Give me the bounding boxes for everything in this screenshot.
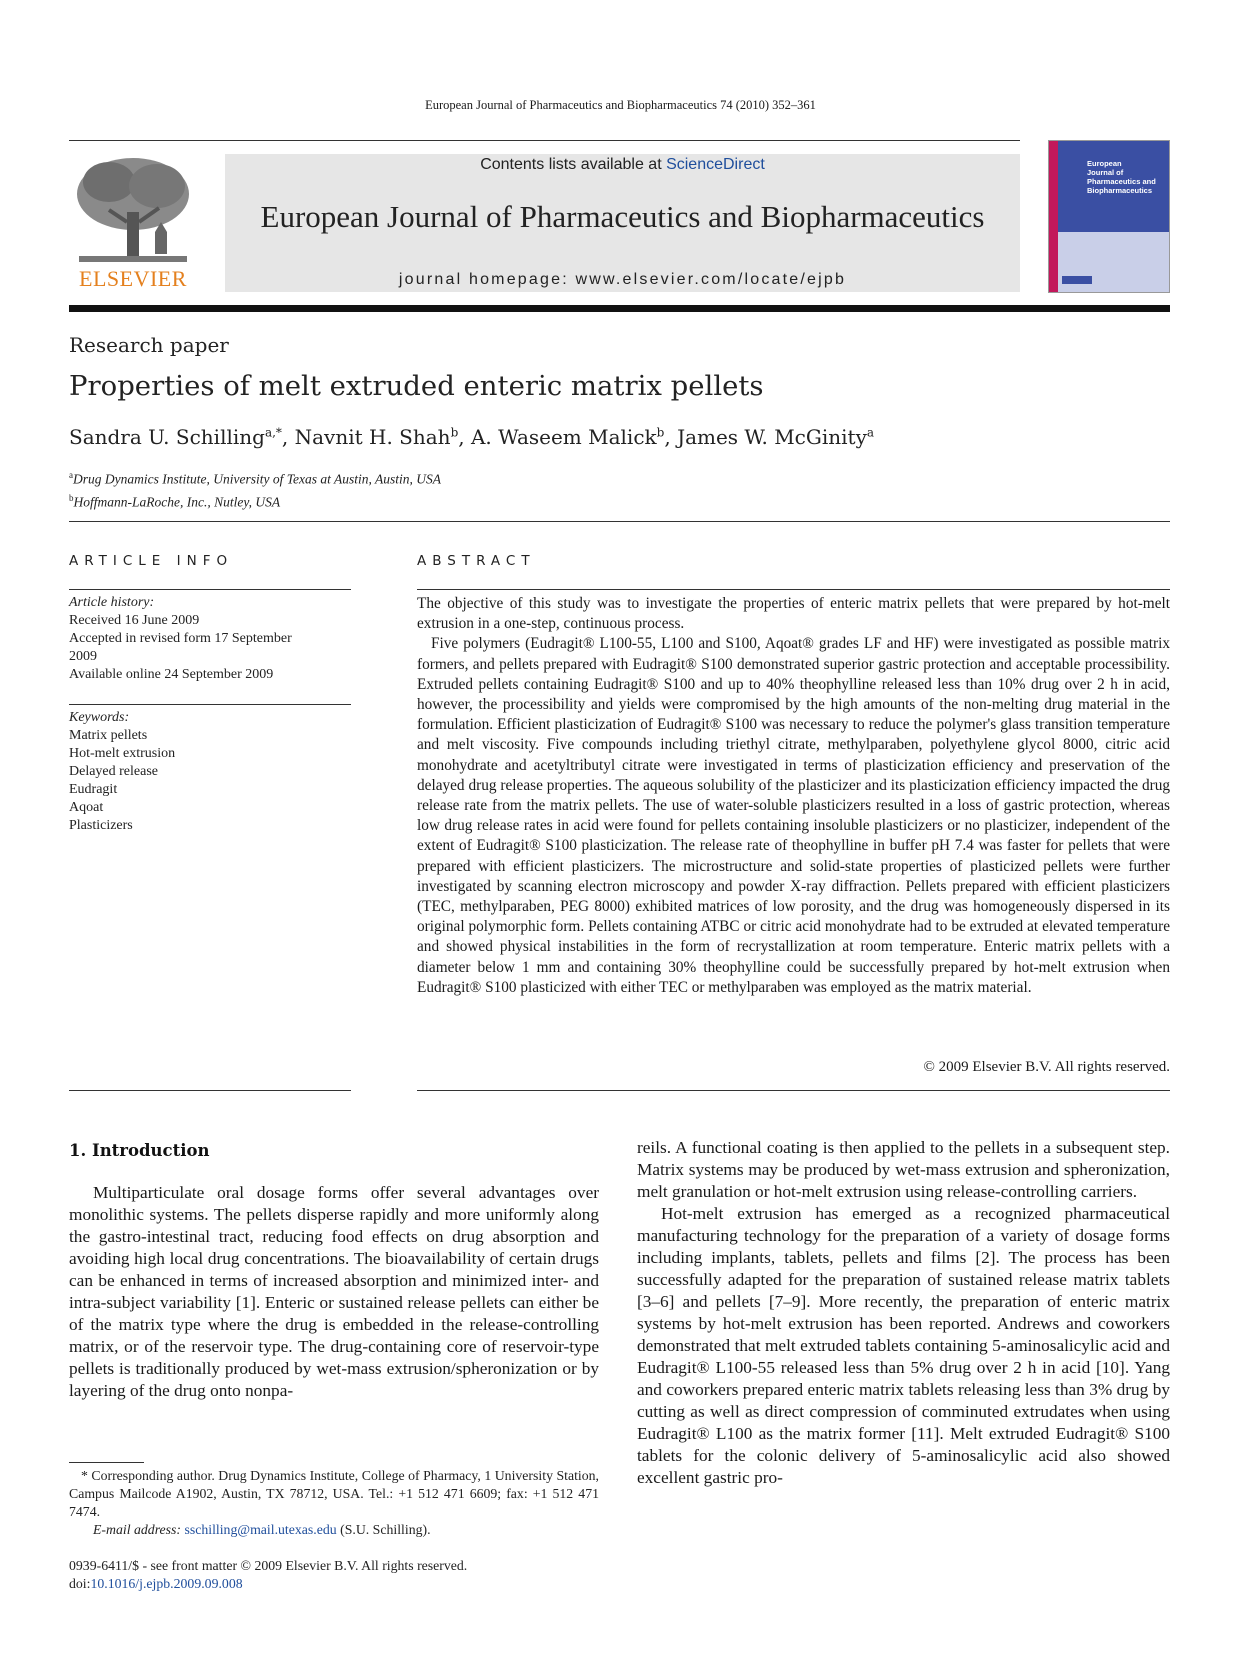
author-sup[interactable]: a <box>866 425 875 440</box>
author-sup[interactable]: a,* <box>264 425 282 440</box>
journal-banner <box>225 154 1020 292</box>
body-column-right <box>637 1137 1170 1489</box>
author-sup[interactable]: b <box>450 425 459 440</box>
article-info-rule <box>69 589 351 590</box>
author-name[interactable]: Sandra U. Schilling <box>69 425 265 449</box>
cover-title-line: European <box>1087 159 1122 168</box>
running-head: European Journal of Pharmaceutics and Biopharmaceutics 74 (2010) 352–361 <box>425 98 816 112</box>
body-paragraph: reils. A functional coating is then applied to the pellets in a subsequent step. Matrix systems may be produced by wet-mass extrusion and spheronization, melt granulation or hot-melt extrusion using release-controlling carriers. <box>637 1138 1170 1201</box>
section-heading-introduction: 1. Introduction <box>69 1141 210 1160</box>
doi-line <box>69 1575 467 1593</box>
doi-prefix: doi: <box>69 1576 91 1591</box>
affiliation-text: Drug Dynamics Institute, University of Texas at Austin, Austin, USA <box>73 471 441 487</box>
keyword: Matrix pellets <box>69 728 148 743</box>
title-block-rule <box>69 521 1170 522</box>
abstract-rule <box>417 589 1170 590</box>
contents-line <box>225 156 1020 174</box>
body-paragraph: Hot-melt extrusion has emerged as a recognized pharmaceutical manufacturing technology for the preparation of a variety of dosage forms including implants, tablets, pellets and films [2]. The process has been successfully adapted for the preparation of sustained release matrix tablets [3–6] and pellets [7–9]. More recently, the preparation of enteric matrix systems by hot-melt extrusion has been reported. Andrews and coworkers demonstrated that melt extruded tablets containing 5-aminosalicylic acid and Eudragit® L100-55 released less than 5% drug over 2 h in acid [10]. Yang and coworkers prepared enteric matrix tablets releasing less than 3% drug by cutting as well as direct compression of comminuted extrudates when using Eudragit® L100 as the matrix former [11]. Melt extruded Eudragit® S100 tablets for the colonic delivery of 5-aminosalicylic acid also showed excellent gastric pro- <box>637 1204 1170 1487</box>
article-history <box>69 594 351 684</box>
history-item: Received 16 June 2009 <box>69 613 200 628</box>
affiliation-text: Hoffmann-LaRoche, Inc., Nutley, USA <box>73 494 281 509</box>
keyword: Eudragit <box>69 782 118 797</box>
history-item: Available online 24 September 2009 <box>69 667 274 682</box>
history-item: 2009 <box>69 649 97 664</box>
issn-line: 0939-6411/$ - see front matter © 2009 Elsevier B.V. All rights reserved. <box>69 1558 468 1573</box>
abstract-paragraph: The objective of this study was to investigate the properties of enteric matrix pellets that were prepared by hot-melt extrusion in a one-step, continuous process. <box>417 595 1170 633</box>
abstract-paragraph: Five polymers (Eudragit® L100-55, L100 and S100, Aqoat® grades LF and HF) were investigated as possible matrix formers, and pellets prepared with Eudragit® S100 demonstrated superior gastric protection and acceptable processibility. Extruded pellets containing Eudragit® S100 and up to 40% theophylline released less than 10% drug over 2 h in acid, however, the processibility and yields were compromised by the high amounts of the non-melting drug material in the formulation. Efficient plasticization of Eudragit® S100 was necessary to reduce the polymer's glass transition temperature and melt viscosity. Five compounds including triethyl citrate, methylparaben, polyethylene glycol 8000, citric acid monohydrate and acetyltributyl citrate were investigated in terms of plasticization efficiency and preservation of the delayed drug release properties. The aqueous solubility of the plasticizer and its plasticization efficiency impacted the drug release rate from the matrix pellets. The use of water-soluble plasticizers resulted in a loss of gastric protection, whereas low drug release rates in acid were found for pellets containing insoluble plasticizers or no plasticizer, independent of the extent of Eudragit® S100 plasticization. The release rate of theophylline in buffer pH 7.4 was faster for pellets that were prepared with efficient plasticizers. The microstructure and solid-state properties of plasticized pellets were further investigated by scanning electron microscopy and powder X-ray diffraction. Pellets prepared with efficient plasticizers (TEC, methylparaben, PEG 8000) exhibited matrices of low porosity, and the drug was homogeneously dispersed in its original polymorphic form. Pellets containing ATBC or citric acid monohydrate had to be extruded at elevated temperature and showed physical instabilities in the form of recrystallization at room temperature. Enteric matrix pellets with a diameter below 1 mm and containing 30% theophylline could be successfully prepared by hot-melt extrusion when Eudragit® S100 plasticized with either TEC or methylparaben was employed as the matrix material. <box>417 635 1170 996</box>
article-info-rule <box>69 704 351 705</box>
affiliation-a <box>69 466 441 489</box>
abstract-heading: ABSTRACT <box>417 553 536 569</box>
footnote-rule <box>69 1462 144 1463</box>
article-type: Research paper <box>69 333 229 357</box>
author-name[interactable]: A. Waseem Malick <box>470 425 657 449</box>
cover-title-line: Journal of <box>1087 168 1124 177</box>
affiliation-b <box>69 489 441 512</box>
abstract-body <box>417 594 1170 998</box>
cover-title-line: Biopharmaceutics <box>1087 186 1153 195</box>
keyword: Plasticizers <box>69 818 133 833</box>
journal-homepage[interactable]: journal homepage: www.elsevier.com/locate/ejpb <box>398 271 847 288</box>
affiliation-sup: a <box>69 470 73 480</box>
cover-stripe <box>1049 141 1058 293</box>
email-line <box>69 1521 599 1539</box>
article-info-end-rule <box>69 1090 351 1091</box>
header-thick-rule <box>69 305 1170 312</box>
cover-title-line: Pharmaceutics and <box>1087 177 1156 186</box>
body-paragraph: Multiparticulate oral dosage forms offer several advantages over monolithic systems. The pellets disperse rapidly and more uniformly along the gastro-intestinal tract, reducing food effects on drug absorption and avoiding high local drug concentrations. The bioavailability of certain drugs can be enhanced in terms of increased absorption and minimized inter- and intra-subject variability [1]. Enteric or sustained release pellets can either be of the matrix type where the drug is embedded in the release-controlling matrix, or of the reservoir type. The drug-containing core of reservoir-type pellets is traditionally produced by wet-mass extrusion/spheronization or by layering of the drug onto nonpa- <box>69 1183 599 1400</box>
elsevier-logo <box>69 152 197 292</box>
author-list: Sandra U. Schilling$^{a,*}$, Navnit H. Shah$^b$, A. Waseem Malick$^b$, James W. McGinity$^a$ <box>69 425 875 449</box>
elsevier-tree-icon <box>69 152 197 270</box>
keyword: Hot-melt extrusion <box>69 746 176 761</box>
affiliations <box>69 466 441 511</box>
article-info-heading: ARTICLE INFO <box>69 553 234 569</box>
journal-cover-image <box>1048 140 1170 293</box>
keyword: Delayed release <box>69 764 158 779</box>
history-item: Accepted in revised form 17 September <box>69 631 292 646</box>
affiliation-sup: b <box>69 492 74 503</box>
history-label: Article history: <box>69 595 155 610</box>
journal-title: European Journal of Pharmaceutics and Biopharmaceutics <box>260 199 985 234</box>
abstract-copyright: © 2009 Elsevier B.V. All rights reserved. <box>923 1059 1170 1075</box>
contents-prefix: Contents lists available at <box>480 156 667 173</box>
email-suffix: (S.U. Schilling). <box>336 1522 431 1537</box>
author-name[interactable]: James W. McGinity <box>677 425 867 449</box>
article-title: Properties of melt extruded enteric matrix pellets <box>69 370 764 402</box>
body-column-left <box>69 1182 599 1402</box>
corresponding-author-note: * Corresponding author. Drug Dynamics Institute, College of Pharmacy, 1 University Station, Campus Mailcode A1902, Austin, TX 78712, USA. Tel.: +1 512 471 6609; fax: +1 512 471 7474. <box>69 1468 599 1519</box>
publisher-wordmark: ELSEVIER <box>79 266 187 291</box>
cover-badge <box>1062 276 1092 284</box>
author-name[interactable]: Navnit H. Shah <box>294 425 451 449</box>
abstract-end-rule <box>417 1090 1170 1091</box>
keywords <box>69 709 351 835</box>
front-matter <box>69 1557 467 1593</box>
header-rule <box>69 140 1020 141</box>
doi-link[interactable]: 10.1016/j.ejpb.2009.09.008 <box>90 1576 243 1591</box>
sciencedirect-link[interactable]: ScienceDirect <box>666 156 765 173</box>
email-label: E-mail address: <box>93 1522 185 1537</box>
keyword: Aqoat <box>69 800 104 815</box>
cover-title <box>1087 159 1156 195</box>
author-sup[interactable]: b <box>656 425 665 440</box>
cover-lower-panel <box>1058 232 1170 292</box>
footnote <box>69 1467 599 1539</box>
keywords-label: Keywords: <box>69 710 130 725</box>
email-link[interactable]: sschilling@mail.utexas.edu <box>184 1522 337 1537</box>
